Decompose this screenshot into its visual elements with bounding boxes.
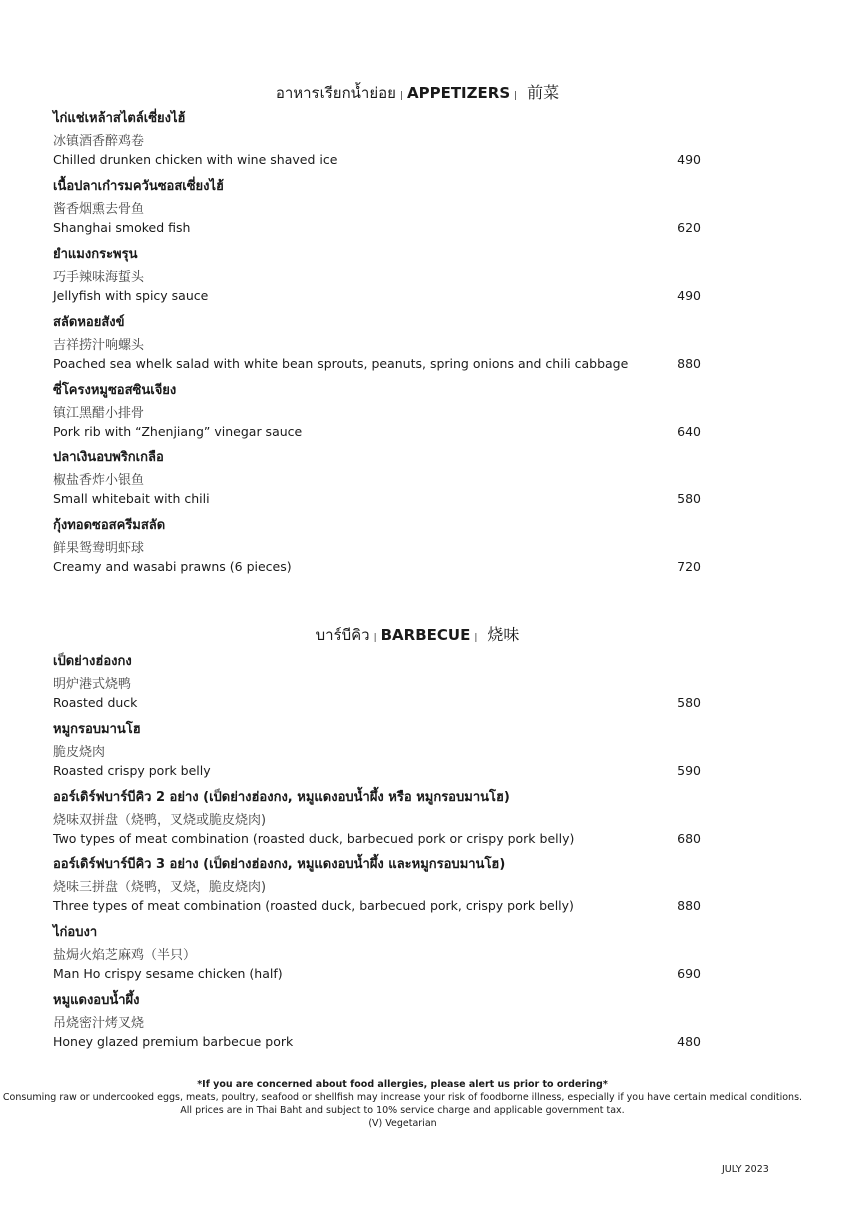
footer-notes <box>0 1078 805 1130</box>
title-separator: | <box>514 91 518 101</box>
dish-name-thai: หมูกรอบมานโฮ <box>53 722 141 737</box>
menu-item <box>53 650 703 718</box>
menu-item <box>53 514 703 582</box>
menu-item <box>53 311 703 379</box>
dish-name-english: Chilled drunken chicken with wine shaved ice <box>53 152 338 167</box>
dish-name-chinese: 冰镇酒香醉鸡卷 <box>53 134 145 149</box>
dish-price: 720 <box>677 559 701 574</box>
dish-name-english: Small whitebait with chili <box>53 491 210 506</box>
consumption-warning: Consuming raw or undercooked eggs, meats, poultry, seafood or shellfish may increase your risk of foodborne illness, especially if you have certain medical conditions. <box>2 1092 803 1103</box>
dish-name-chinese: 镇江黑醋小排骨 <box>53 406 145 421</box>
menu-item <box>53 446 703 514</box>
dish-price: 580 <box>677 695 701 710</box>
dish-name-thai: หมูแดงอบน้ำผึ้ง <box>53 993 140 1008</box>
dish-name-chinese: 盐焗火焰芝麻鸡（半只） <box>53 948 197 963</box>
dish-name-english: Shanghai smoked fish <box>53 220 191 235</box>
dish-price: 880 <box>677 898 701 913</box>
dish-price: 480 <box>677 1034 701 1049</box>
dish-name-chinese: 明炉港式烧鸭 <box>53 677 132 692</box>
menu-item <box>53 243 703 311</box>
dish-name-english: Roasted crispy pork belly <box>53 763 211 778</box>
dish-price: 590 <box>677 763 701 778</box>
menu-date: JULY 2023 <box>722 1164 769 1175</box>
dish-price: 680 <box>677 831 701 846</box>
menu-item <box>53 786 703 854</box>
dish-name-english: Creamy and wasabi prawns (6 pieces) <box>53 559 292 574</box>
menu-item <box>53 989 703 1057</box>
dish-name-chinese: 吊烧密汁烤叉烧 <box>53 1016 145 1031</box>
dish-price: 580 <box>677 491 701 506</box>
menu-item <box>53 853 703 921</box>
dish-name-chinese: 烧味三拼盘（烧鸭，叉烧，脆皮烧肉) <box>53 880 267 895</box>
dish-price: 620 <box>677 220 701 235</box>
vegetarian-legend: (V) Vegetarian <box>368 1118 437 1129</box>
menu-item <box>53 175 703 243</box>
dish-name-english: Pork rib with “Zhenjiang” vinegar sauce <box>53 424 303 439</box>
title-separator: | <box>399 91 403 101</box>
dish-name-chinese: 脆皮烧肉 <box>53 745 106 760</box>
dish-name-thai: ออร์เดิร์ฟบาร์บีคิว 3 อย่าง (เป็ดย่างฮ่องกง, หมูแดงอบน้ำผึ้ง และหมูกรอบมานโฮ) <box>53 857 506 872</box>
dish-name-chinese: 吉祥捞汁响螺头 <box>53 338 145 353</box>
dish-name-english: Two types of meat combination (roasted duck, barbecued pork or crispy pork belly) <box>53 831 575 846</box>
section-title-appetizers <box>0 80 835 105</box>
dish-name-chinese: 酱香烟熏去骨鱼 <box>53 202 145 217</box>
menu-item <box>53 718 703 786</box>
dish-name-thai: ยำแมงกระพรุน <box>53 247 138 262</box>
section-title-thai: อาหารเรียกน้ำย่อย <box>275 84 396 102</box>
dish-price: 880 <box>677 356 701 371</box>
dish-name-thai: ออร์เดิร์ฟบาร์บีคิว 2 อย่าง (เป็ดย่างฮ่องกง, หมูแดงอบน้ำผึ้ง หรือ หมูกรอบมานโฮ) <box>53 790 510 805</box>
dish-name-thai: เนื้อปลาเก๋ารมควันซอสเซี่ยงไฮ้ <box>53 179 224 194</box>
section-title-chinese: 前菜 <box>527 83 560 102</box>
section-title-thai: บาร์บีคิว <box>315 626 370 644</box>
dish-name-thai: ปลาเงินอบพริกเกลือ <box>53 450 164 465</box>
dish-name-english: Man Ho crispy sesame chicken (half) <box>53 966 283 981</box>
dish-name-english: Roasted duck <box>53 695 138 710</box>
menu-item <box>53 921 703 989</box>
section-title-chinese: 烧味 <box>487 625 520 644</box>
section-title-barbecue <box>0 622 835 647</box>
dish-price: 490 <box>677 288 701 303</box>
dish-name-english: Honey glazed premium barbecue pork <box>53 1034 294 1049</box>
dish-name-thai: ไก่อบงา <box>53 925 98 940</box>
dish-price: 690 <box>677 966 701 981</box>
dish-name-thai: เป็ดย่างฮ่องกง <box>53 654 132 669</box>
dish-name-chinese: 椒盐香炸小银鱼 <box>53 473 145 488</box>
dish-name-chinese: 烧味双拼盘（烧鸭，叉烧或脆皮烧肉) <box>53 813 267 828</box>
title-separator: | <box>373 633 377 643</box>
section-title-english: BARBECUE <box>380 626 471 644</box>
dish-name-thai: สลัดหอยสังข์ <box>53 315 125 330</box>
dish-price: 490 <box>677 152 701 167</box>
menu-item <box>53 379 703 447</box>
dish-name-chinese: 巧手辣味海蜇头 <box>53 270 145 285</box>
dish-name-english: Jellyfish with spicy sauce <box>53 288 209 303</box>
dish-price: 640 <box>677 424 701 439</box>
menu-item <box>53 107 703 175</box>
dish-name-thai: ซี่โครงหมูซอสซินเจียง <box>53 383 177 398</box>
title-separator: | <box>474 633 478 643</box>
section-title-english: APPETIZERS <box>406 84 511 102</box>
dish-name-english: Poached sea whelk salad with white bean sprouts, peanuts, spring onions and chili cabbage <box>53 356 629 371</box>
price-notice: All prices are in Thai Baht and subject to 10% service charge and applicable government tax. <box>180 1105 625 1116</box>
allergy-notice: *If you are concerned about food allergies, please alert us prior to ordering* <box>197 1079 608 1090</box>
dish-name-thai: ไก่แช่เหล้าสไตล์เซี่ยงไฮ้ <box>53 111 186 126</box>
dish-name-thai: กุ้งทอดซอสครีมสลัด <box>53 518 166 533</box>
dish-name-english: Three types of meat combination (roasted duck, barbecued pork, crispy pork belly) <box>53 898 574 913</box>
dish-name-chinese: 鲜果鸳鸯明虾球 <box>53 541 145 556</box>
